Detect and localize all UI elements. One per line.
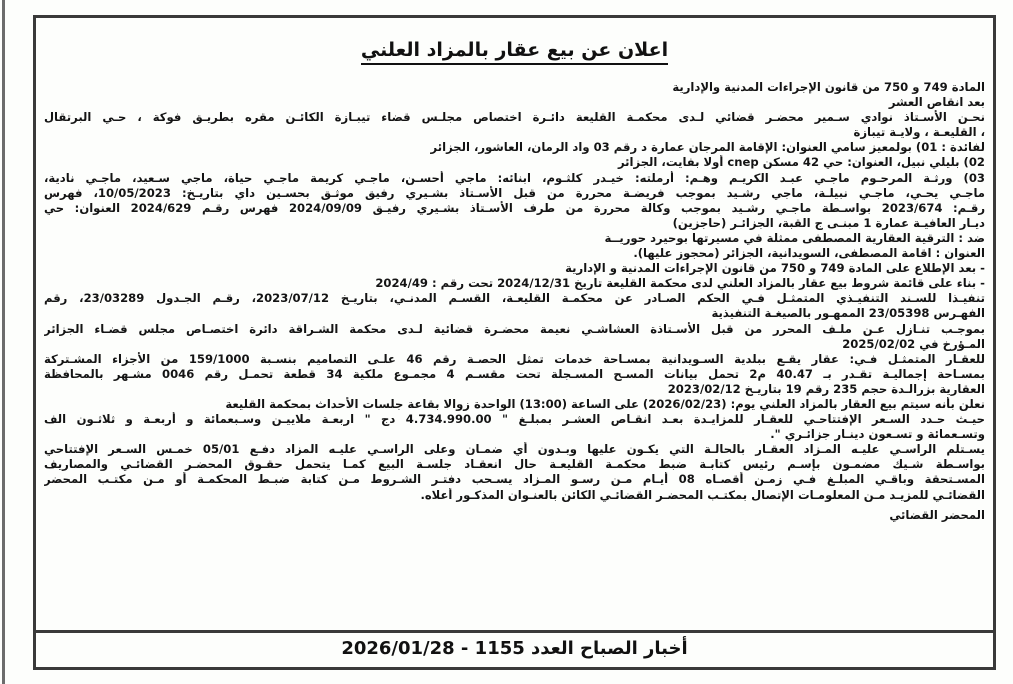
publication-footer: أخبار الصباح العدد 1155 - 2026/01/28 [341,638,688,659]
heirs-deed-line: ماجـي يحـي، ماجـي نبيلـة، ماجي رشـيد بموجب فريضـة محررة من قبل الأسـتاذ بشـيري رفيق موثـق بحسـين داي بتاريـخ: 10/05/2023، فهرس [44,185,985,200]
legal-notice-frame [33,15,996,670]
property-line: للعقـار المتمثـل فـي: عقار يقـع ببلدية السـويدانية بمسـاحة خدمات تمثل الحصـة رقم 46 علـى التصاميم بنسـبة 159/1000 من الأجزاء المشـتركة [44,351,985,366]
cheque-line: بواسـطة شـيك مضمـون بإسـم رئيس كتابـة ضبط محكمـة القليعـة حال انعقـاد جلسـة البيع كمـا يتحمل حقـوق المحضـر القضائـي والمصاريف [44,457,985,472]
proxy-line: رقـم: 2023/674 بواسـطة ماجـي رشـيد بموجب وكالة محررة من طرف الأسـتاذ بشـيري رفيـق 2024/09/09 فهرس رقـم 2024/629 العنوان: حي [44,200,985,215]
notice-body [44,80,985,523]
opening-price-line: حيـث حـدد السـعر الإفتتاحـي للعقـار للمزايـدة بعـد انقـاص العشـر بمبلـغ " 4.734.990.00 دج " اربعـة ملاييـن وسـبعمائة و أربعـة و ثلاثـون الف [44,412,985,427]
reduction-line: بعد انقاص العشر [888,95,985,110]
legal-reference-line: المادة 749 و 750 من قانون الإجراءات المدنية والإدارية [672,80,985,94]
transfer-line: بموجـب تنـازل عـن ملـف المحرر من قبل الأسـتاذة العشاشـي نعيمة محضـرة قضائية لـدى محكمة الشـراقة دائرة اختصـاص مجلس قضـاء الجزائر [44,321,985,336]
enforcement-line: تنفيـذا للسـند التنفيـذي المتمثـل فـي الحكم الصـادر عن محكمـة القليعـة، القسـم المدنـي، بتاريـخ 2023/07/12، رقـم الجـدول 23/03289، رقم [44,291,985,306]
footer-separator [36,630,993,633]
beneficiary-1-line: لفائدة : 01) بولمعيز سامي العنوان: الإقامة المرجان عمارة د رقم 03 واد الرمان، العاشور، الجزائر [430,140,985,155]
signature: المحضر القضائي [889,507,985,522]
beneficiary-2-line: 02) بليلي نبيل، العنوان: حي 42 مسكن cnep أولا بفايت، الجزائر [617,155,985,170]
property-registry-line: العقارية بزرالـدة حجم 235 رقم 19 بتاريـخ 2023/02/12 [667,381,985,396]
against-line: ضد : الترقية العقارية المصطفى ممثلة في مسيرتها بوحيرد حوريــة [604,230,985,245]
debtor-address-line: العنوان : اقامة المصطفى، السويدانية، الجزائر (محجوز عليها). [633,246,985,261]
scan-edge [2,0,5,684]
conditions-list-line: - بناء على قائمة شروط بيع عقار بالمزاد العلني لدى محكمة القليعة تاريخ 2024/12/31 تحت رقم : 2024/49 [375,276,985,291]
property-area-line: بمسـاحة إجماليـة تقـدر بـ 40.47 م2 تحمل بيانات المسـح المسـجلة تحت مقسـم 4 مجمـوع ملكية 34 قطعة تحمـل رقم 0046 مشـهر بالمحافظة [44,366,985,381]
bailiff-location-line: ، القليعـة ، ولايـة تيبازة [853,125,985,140]
transfer-date-line: المـؤرخ في 2025/02/02 [842,336,985,351]
price-words-line: وتسـعمائة و تسـعون دينـار جزائـري ". [770,427,985,442]
remaining-payment-line: المسـتحقة وباقـي المبلـغ فـي زمـن أقصـاه 08 أيـام مـن رسـو المـزاد يسـحب دفتـر الشـروط مـن كتابة ضبـط المحكمـة أو مـن مكتـب المحضر [44,472,985,487]
heirs-line: 03) ورثـة المرحـوم ماجـي عبـد الكريـم وهـم: أرملته: خيـدر كلثـوم، ابنائه: ماجي أحسـن، ماجـي كريمة ماجـي حياة، ماجي سـعيد، ماجـي نادية، [44,170,985,185]
notice-title: اعلان عن بيع عقار بالمزاد العلني [361,38,668,65]
index-line: الفهـرس 23/05398 الممهـور بالصيغـة التنفيذية [711,306,985,321]
contact-line: القضائـي للمزيـد مـن المعلومـات الإتصال بمكتـب المحضـر القضائـي الكائن بالعنـوان المذكـور أعلاه. [420,487,985,502]
article-review-line: - بعد الإطلاع على المادة 749 و 750 من قانون الإجراءات المدنية و الإدارية [565,261,985,276]
title-container [36,38,993,65]
bailiff-line: نحـن الأسـتاذ نوادي سـمير محضـر قضائي لـدى محكمـة القليعة دائـرة اختصاص مجلـس قضاء تيبـازة الكائـن مقره بطريـق فوكة ، حـي البرتقال [44,110,985,125]
auction-date-line: نعلن بأنه سيتم بيع العقار بالمزاد العلني يوم: (2026/02/23) على الساعة (13:00) الواحدة زوالا بقاعة جلسات الأحداث بمحكمة القليعة [225,396,985,411]
seizers-address-line: ديـار العافيـة عمارة 1 مبنـى ج القبة، الجزائـر (حاجزين) [672,215,985,230]
payment-terms-line: يسـتلم الراسـي عليـه المـزاد العقـار بالحالـة التي يكـون عليها وبـدون أي ضمـان وعلى الراسـي عليـه المزاد دفـع 05/01 خمـس السـعر الإفتتاحي [44,442,985,457]
